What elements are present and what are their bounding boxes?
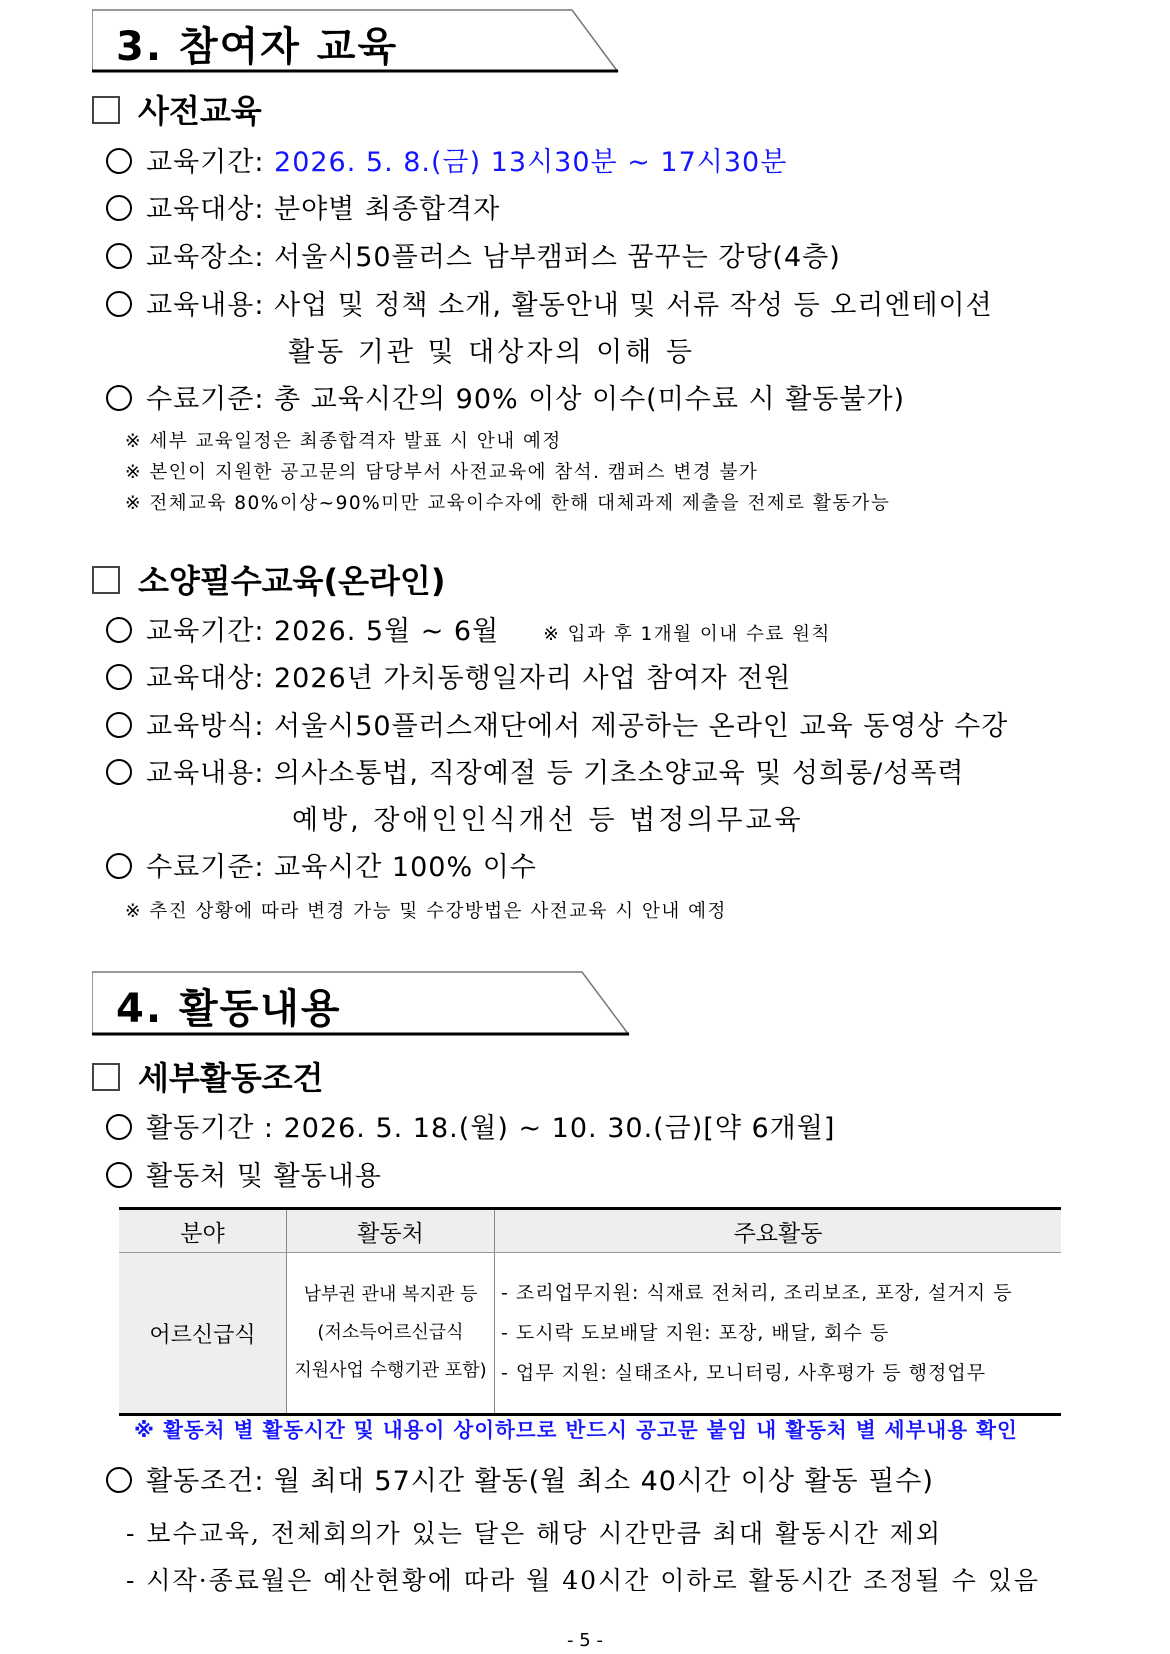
circle-bullet-icon bbox=[106, 195, 132, 221]
item-label: 교육기간: 2026. 5월 ~ 6월 bbox=[146, 616, 500, 647]
list-item bbox=[106, 609, 831, 648]
item-label: 교육대상: 2026년 가치동행일자리 사업 참여자 전원 bbox=[146, 663, 792, 694]
circle-bullet-icon bbox=[106, 1162, 132, 1188]
header-activities: 주요활동 bbox=[495, 1209, 1062, 1253]
item-continuation: 활동 기관 및 대상자의 이해 등 bbox=[288, 337, 695, 368]
inline-note: ※ 입과 후 1개월 이내 수료 원칙 bbox=[543, 624, 831, 645]
list-item bbox=[106, 187, 500, 226]
subheading-pre-education bbox=[92, 86, 262, 132]
item-label: 교육방식: 서울시50플러스재단에서 제공하는 온라인 교육 동영상 수강 bbox=[146, 711, 1009, 742]
circle-bullet-icon bbox=[106, 291, 132, 317]
note: ※ 본인이 지원한 공고문의 담당부서 사전교육에 참석. 캠퍼스 변경 불가 bbox=[125, 462, 759, 483]
item-label: 교육기간: bbox=[146, 147, 275, 178]
condition-detail: - 시작·종료월은 예산현황에 따라 월 40시간 이하로 활동시간 조정될 수 있음 bbox=[126, 1566, 1041, 1595]
condition-detail: - 보수교육, 전체회의가 있는 달은 해당 시간만큼 최대 활동시간 제외 bbox=[126, 1519, 942, 1548]
circle-bullet-icon bbox=[106, 853, 132, 879]
cell-place bbox=[287, 1253, 495, 1415]
item-label: 교육장소: 서울시50플러스 남부캠퍼스 꿈꾸는 강당(4층) bbox=[146, 242, 841, 273]
item-label: 교육대상: 분야별 최종합격자 bbox=[146, 194, 501, 225]
cell-field: 어르신급식 bbox=[119, 1253, 287, 1415]
table-note: ※ 활동처 별 활동시간 및 내용이 상이하므로 반드시 공고문 붙임 내 활동처 별 세부내용 확인 bbox=[134, 1418, 1018, 1442]
circle-bullet-icon bbox=[106, 385, 132, 411]
item-label: 활동기간 : 2026. 5. 18.(월) ~ 10. 30.(금)[약 6개월] bbox=[146, 1113, 836, 1144]
activity-line: - 도시락 도보배달 지원: 포장, 배달, 회수 등 bbox=[501, 1322, 890, 1344]
note: ※ 추진 상황에 따라 변경 가능 및 수강방법은 사전교육 시 안내 예정 bbox=[125, 901, 727, 922]
place-line: (저소득어르신급식 bbox=[317, 1322, 464, 1343]
table-header-row bbox=[119, 1209, 1061, 1253]
circle-bullet-icon bbox=[106, 759, 132, 785]
circle-bullet-icon bbox=[106, 664, 132, 690]
list-item bbox=[106, 1154, 382, 1193]
item-label: 수료기준: 교육시간 100% 이수 bbox=[146, 852, 537, 883]
list-item bbox=[106, 845, 537, 884]
item-label: 활동처 및 활동내용 bbox=[146, 1161, 382, 1192]
circle-bullet-icon bbox=[106, 148, 132, 174]
subheading-online-education bbox=[92, 556, 445, 602]
note: ※ 세부 교육일정은 최종합격자 발표 시 안내 예정 bbox=[125, 431, 562, 452]
cell-activities bbox=[495, 1253, 1062, 1415]
subheading-text: 세부활동조건 bbox=[138, 1059, 324, 1097]
section-title: 4. 활동내용 bbox=[116, 986, 342, 1032]
list-item bbox=[106, 377, 905, 416]
square-bullet-icon bbox=[92, 96, 120, 124]
list-item bbox=[106, 235, 841, 274]
table-row bbox=[119, 1253, 1061, 1415]
place-line: 지원사업 수행기관 포함) bbox=[294, 1360, 487, 1381]
subheading-activity-conditions bbox=[92, 1053, 323, 1099]
circle-bullet-icon bbox=[106, 1467, 132, 1493]
item-label: 교육내용: 사업 및 정책 소개, 활동안내 및 서류 작성 등 오리엔테이션 bbox=[146, 290, 993, 321]
place-line: 남부권 관내 복지관 등 bbox=[303, 1284, 478, 1305]
item-label: 활동조건: 월 최대 57시간 활동(월 최소 40시간 이상 활동 필수) bbox=[146, 1466, 934, 1497]
circle-bullet-icon bbox=[106, 712, 132, 738]
list-item bbox=[106, 704, 1008, 743]
list-item bbox=[106, 656, 791, 695]
section-title: 3. 참여자 교육 bbox=[116, 24, 399, 70]
header-place: 활동처 bbox=[287, 1209, 495, 1253]
circle-bullet-icon bbox=[106, 243, 132, 269]
list-item bbox=[106, 1106, 835, 1145]
list-item bbox=[106, 751, 964, 790]
header-field: 분야 bbox=[119, 1209, 287, 1253]
activity-table bbox=[119, 1207, 1061, 1416]
activity-line: - 조리업무지원: 식재료 전처리, 조리보조, 포장, 설거지 등 bbox=[501, 1282, 1013, 1304]
list-item bbox=[106, 1459, 934, 1498]
section-4-header bbox=[92, 971, 632, 1033]
activity-line: - 업무 지원: 실태조사, 모니터링, 사후평가 등 행정업무 bbox=[501, 1362, 987, 1384]
education-period-value: 2026. 5. 8.(금) 13시30분 ~ 17시30분 bbox=[274, 147, 788, 178]
subheading-text: 소양필수교육(온라인) bbox=[138, 562, 446, 600]
page-number: - 5 - bbox=[567, 1630, 603, 1651]
subheading-text: 사전교육 bbox=[138, 92, 262, 130]
item-label: 교육내용: 의사소통법, 직장예절 등 기초소양교육 및 성희롱/성폭력 bbox=[146, 758, 965, 789]
note: ※ 전체교육 80%이상~90%미만 교육이수자에 한해 대체과제 제출을 전제로 활동가능 bbox=[125, 493, 891, 514]
list-item bbox=[106, 283, 993, 322]
list-item bbox=[106, 140, 787, 179]
circle-bullet-icon bbox=[106, 617, 132, 643]
item-continuation: 예방, 장애인인식개선 등 법정의무교육 bbox=[292, 805, 804, 836]
square-bullet-icon bbox=[92, 1063, 120, 1091]
item-label: 수료기준: 총 교육시간의 90% 이상 이수(미수료 시 활동불가) bbox=[146, 384, 906, 415]
square-bullet-icon bbox=[92, 566, 120, 594]
section-3-header bbox=[92, 9, 622, 71]
circle-bullet-icon bbox=[106, 1114, 132, 1140]
